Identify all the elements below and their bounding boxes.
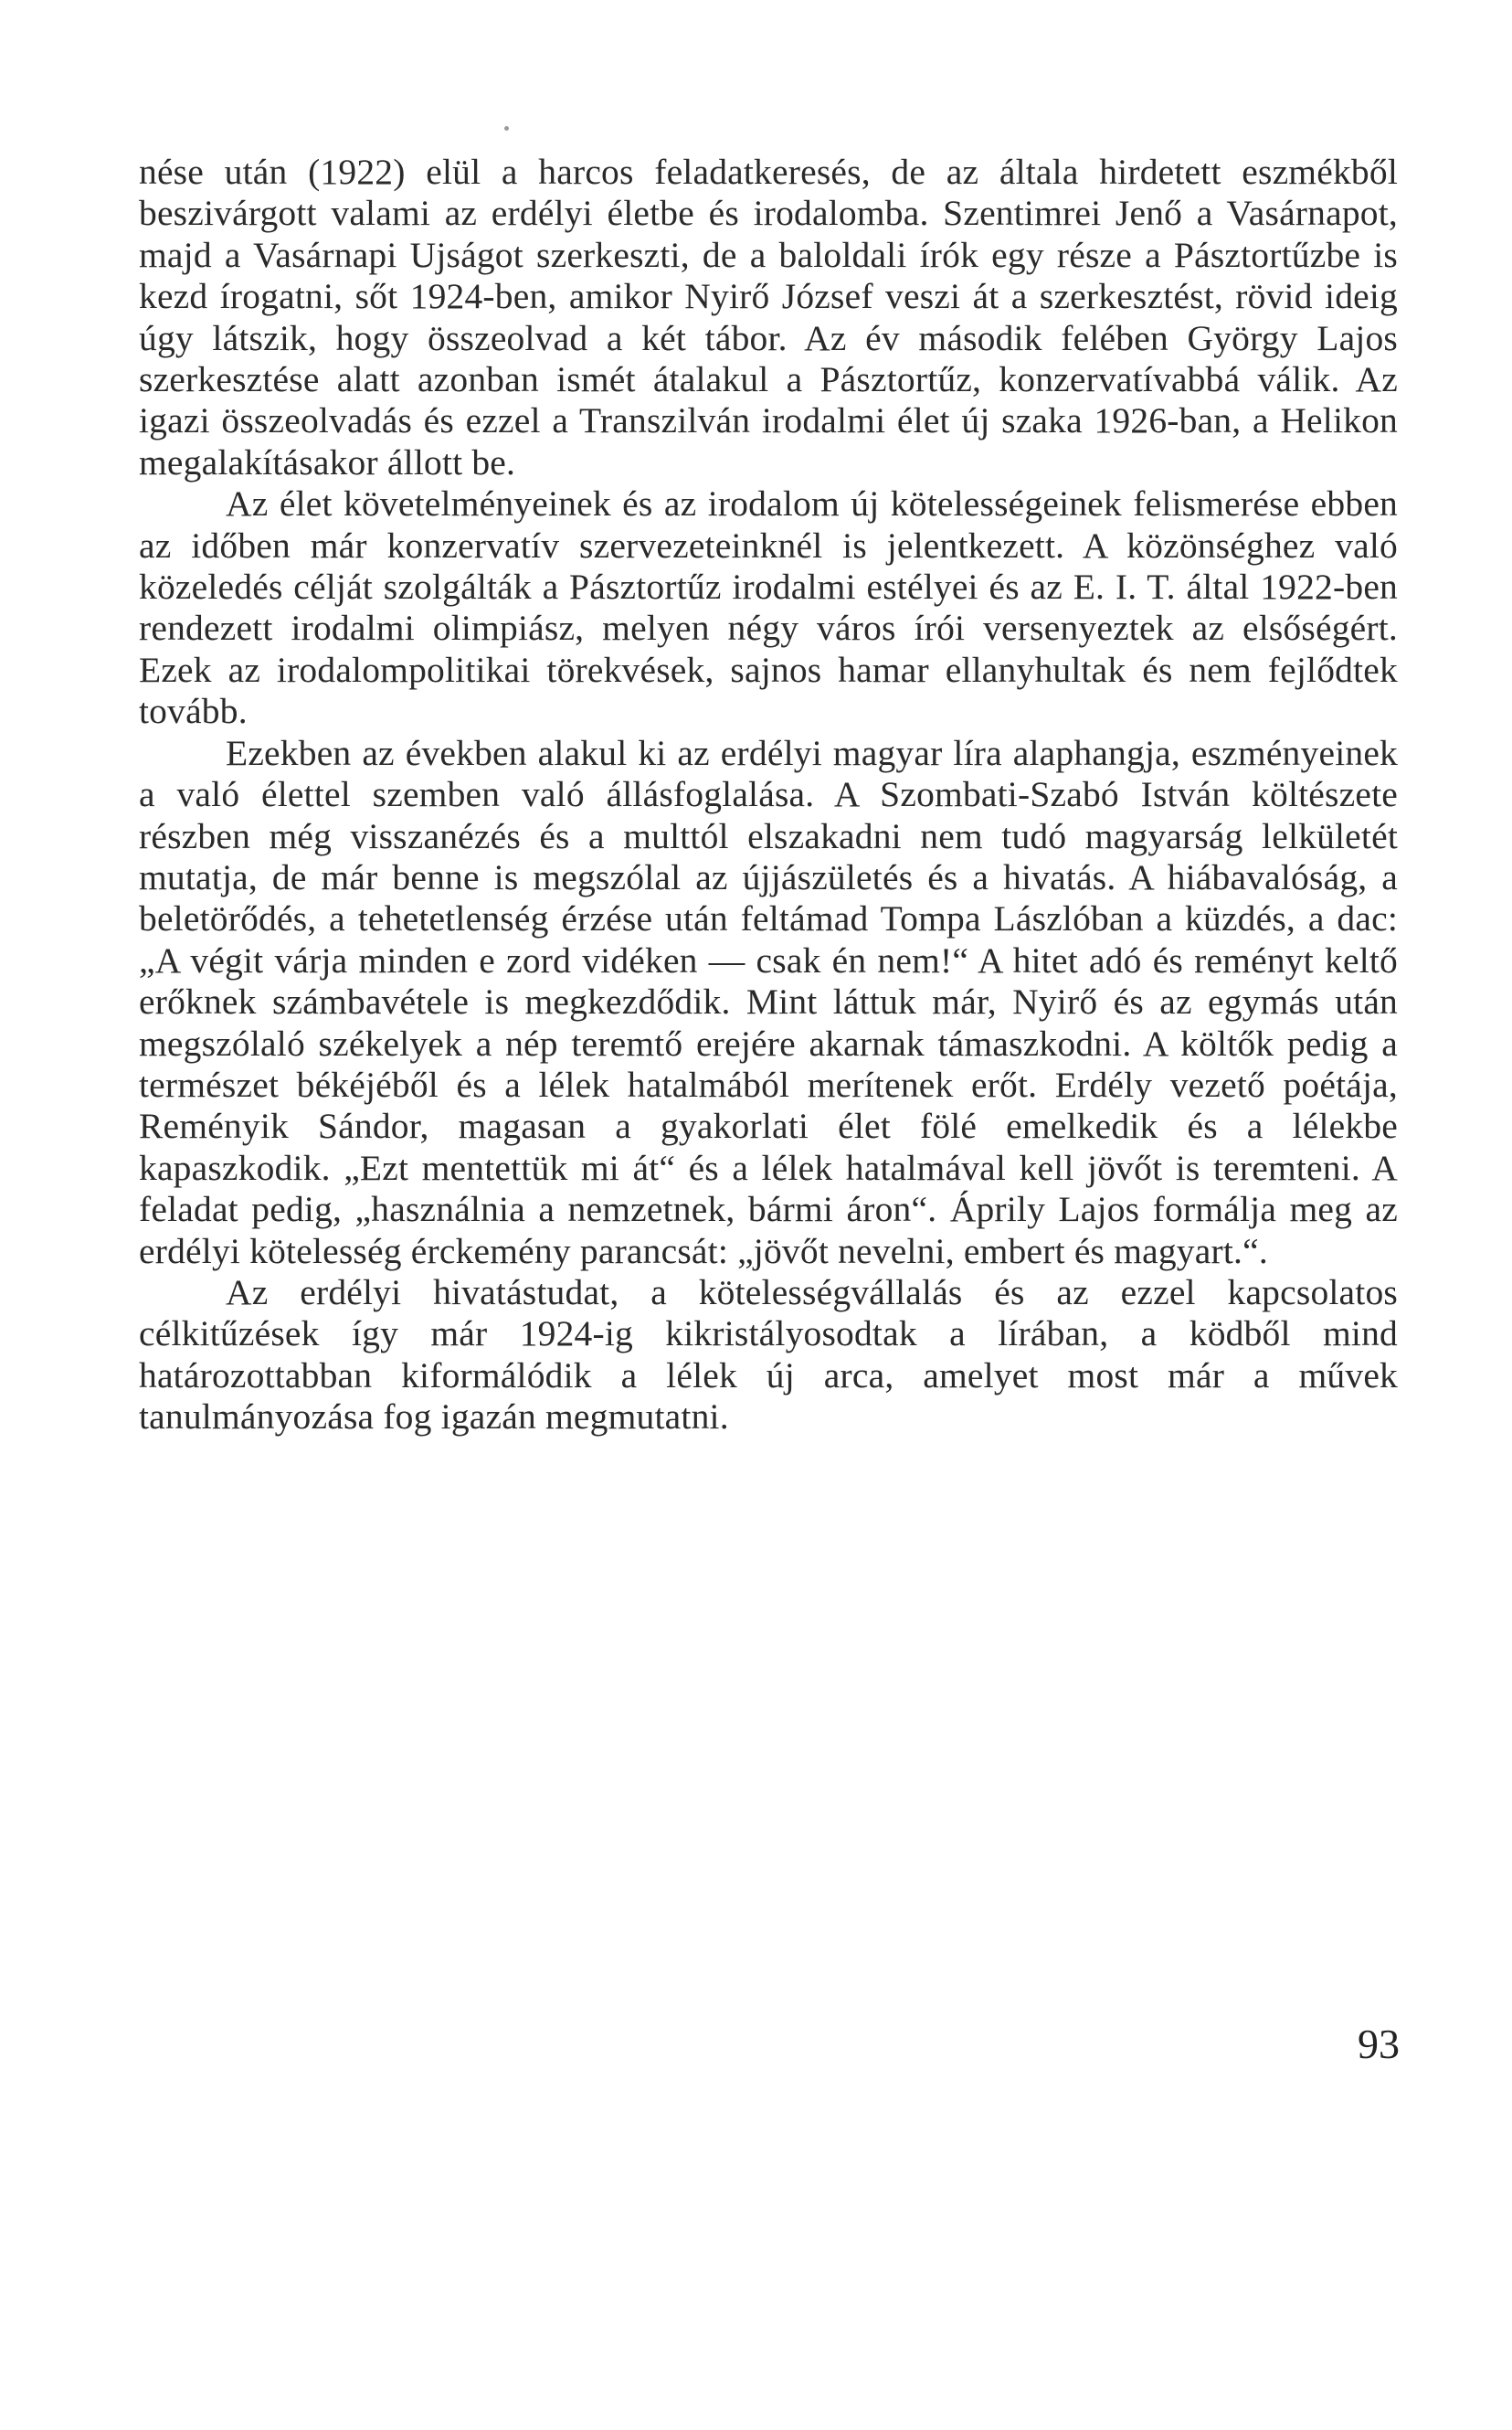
paragraph-2: Az élet követelményeinek és az irodalom új kötelességeinek felismerése ebben az időben már konzervatív szervezeteinknél is jelentkezett. A közönséghez való közeledés célját szolgálták a Pásztortűz irodalmi estélyei és az E. I. T. által 1922-ben rendezett irodalmi olimpiász, melyen négy város írói versenyeztek az elsőségért. Ezek az irodalompolitikai törekvések, sajnos hamar ellanyhultak és nem fejlődtek tovább. bbox=[139, 483, 1398, 732]
paragraph-1: nése után (1922) elül a harcos feladatkeresés, de az általa hirdetett eszmékből beszivárgott valami az erdélyi életbe és irodalomba. Szentimrei Jenő a Vasárnapot, majd a Vasárnapi Ujságot szerkeszti, de a baloldali írók egy része a Pásztortűzbe is kezd írogatni, sőt 1924-ben, amikor Nyirő József veszi át a szerkesztést, rövid ideig úgy látszik, hogy összeolvad a két tábor. Az év második felében György Lajos szerkesztése alatt azonban ismét átalakul a Pásztortűz, konzervatívabbá válik. Az igazi összeolvadás és ezzel a Transzilván irodalmi élet új szaka 1926-ban, a Helikon megalakításakor állott be. bbox=[139, 152, 1398, 483]
print-speck bbox=[504, 126, 509, 131]
paragraph-4: Az erdélyi hivatástudat, a kötelességvállalás és az ezzel kapcsolatos célkitűzések így már 1924-ig kikristályosodtak a lírában, a ködből mind határozottabban kiformálódik a lélek új arca, amelyet most már a művek tanulmányozása fog igazán megmutatni. bbox=[139, 1271, 1398, 1438]
paragraph-3: Ezekben az években alakul ki az erdélyi magyar líra alaphangja, eszményeinek a való élettel szemben való állásfoglalása. A Szombati-Szabó István költészete részben még visszanézés és a multtól elszakadni nem tudó magyarság lelkületét mutatja, de már benne is megszólal az újjászületés és a hivatás. A hiábavalóság, a beletörődés, a tehetetlenség érzése után feltámad Tompa Lászlóban a küzdés, a dac: „A végit várja minden e zord vidéken — csak én nem!“ A hitet adó és reményt keltő erőknek számbavétele is megkezdődik. Mint láttuk már, Nyirő és az egymás után megszólaló székelyek a nép teremtő erejére akarnak támaszkodni. A költők pedig a természet békéjéből és a lélek hatalmából merítenek erőt. Erdély vezető poétája, Reményik Sándor, magasan a gyakorlati élet fölé emelkedik és a lélekbe kapaszkodik. „Ezt mentettük mi át“ és a lélek hatalmával kell jövőt is teremteni. A feladat pedig, „használnia a nemzetnek, bármi áron“. Áprily Lajos formálja meg az erdélyi kötelesség érckemény parancsát: „jövőt nevelni, embert és magyart.“. bbox=[139, 732, 1398, 1271]
body-text bbox=[139, 152, 1398, 1438]
page-number: 93 bbox=[1358, 2021, 1400, 2067]
